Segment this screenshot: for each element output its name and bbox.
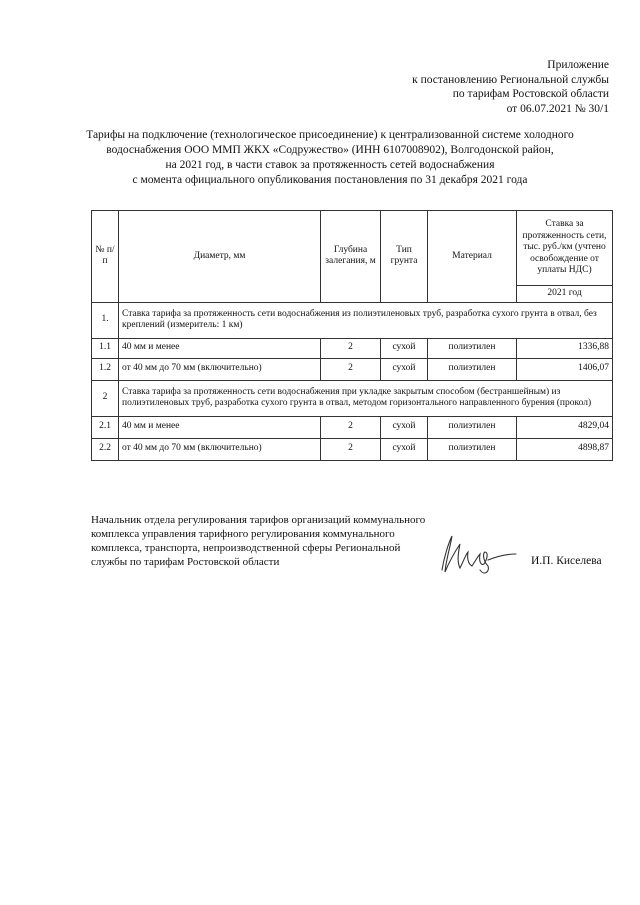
row-material: полиэтилен: [428, 338, 517, 358]
appendix-line: по тарифам Ростовской области: [452, 88, 609, 100]
row-diameter: 40 мм и менее: [119, 338, 321, 358]
row-soil: сухой: [381, 358, 428, 380]
row-depth: 2: [321, 358, 381, 380]
row-depth: 2: [321, 416, 381, 438]
row-material: полиэтилен: [428, 358, 517, 380]
table-row: [92, 438, 613, 460]
document-title: [80, 128, 580, 188]
header-depth: Глубина залегания, м: [321, 211, 381, 303]
row-num: 1.2: [92, 358, 119, 380]
signatory-line: комплекса управления тарифного регулирования коммунального: [91, 528, 395, 540]
row-depth: 2: [321, 338, 381, 358]
row-soil: сухой: [381, 438, 428, 460]
header-soil: Тип грунта: [381, 211, 428, 303]
row-rate: 4829,04: [517, 416, 613, 438]
table-row: [92, 338, 613, 358]
title-line: с момента официального опубликования постановления по 31 декабря 2021 года: [132, 174, 528, 186]
signatory-line: комплекса, транспорта, непроизводственной сферы Региональной: [91, 542, 401, 554]
appendix-block: [412, 58, 609, 116]
row-num: 2.2: [92, 438, 119, 460]
handwritten-signature: [430, 530, 520, 580]
header-rate: Ставка за протяженность сети, тыс. руб./км (учтено освобождение от уплаты НДС): [517, 211, 613, 286]
row-diameter: от 40 мм до 70 мм (включительно): [119, 358, 321, 380]
row-num: 1.1: [92, 338, 119, 358]
row-soil: сухой: [381, 338, 428, 358]
section-num: 1.: [92, 302, 119, 338]
table-section-row: [92, 302, 613, 338]
title-line: водоснабжения ООО ММП ЖКХ «Содружество» (ИНН 6107008902), Волгодонской район,: [106, 144, 554, 156]
section-text: Ставка тарифа за протяженность сети водоснабжения при укладке закрытым способом (бестраншейным) из полиэтиленовых труб, разработка сухого грунта в отвал, методом горизонтального направленного бурения (прокол): [119, 380, 613, 416]
signatory-line: службы по тарифам Ростовской области: [91, 556, 280, 568]
title-line: Тарифы на подключение (технологическое присоединение) к централизованной системе холодного: [86, 129, 574, 141]
row-rate: 4898,87: [517, 438, 613, 460]
appendix-line: к постановлению Региональной службы: [412, 73, 609, 86]
table-row: [92, 416, 613, 438]
row-rate: 1406,07: [517, 358, 613, 380]
table-section-row: [92, 380, 613, 416]
section-num: 2: [92, 380, 119, 416]
header-material: Материал: [428, 211, 517, 303]
section-text: Ставка тарифа за протяженность сети водоснабжения из полиэтиленовых труб, разработка сухого грунта в отвал, без креплений (измеритель: 1 км): [119, 302, 613, 338]
header-diameter: Диаметр, мм: [119, 211, 321, 303]
row-num: 2.1: [92, 416, 119, 438]
row-diameter: 40 мм и менее: [119, 416, 321, 438]
row-rate: 1336,88: [517, 338, 613, 358]
table-row: [92, 358, 613, 380]
row-material: полиэтилен: [428, 438, 517, 460]
signatory-line: Начальник отдела регулирования тарифов организаций коммунального: [91, 514, 426, 526]
table-header-row: [92, 211, 613, 286]
header-year: 2021 год: [517, 286, 613, 303]
row-diameter: от 40 мм до 70 мм (включительно): [119, 438, 321, 460]
tariff-table: [91, 210, 613, 461]
row-depth: 2: [321, 438, 381, 460]
row-soil: сухой: [381, 416, 428, 438]
row-material: полиэтилен: [428, 416, 517, 438]
signatory-position: [91, 513, 471, 569]
appendix-line: Приложение: [547, 59, 609, 71]
appendix-line: от 06.07.2021 № 30/1: [506, 102, 609, 115]
header-num: № п/п: [92, 211, 119, 303]
title-line: на 2021 год, в части ставок за протяженность сетей водоснабжения: [165, 159, 495, 171]
signatory-name: И.П. Киселева: [531, 555, 602, 567]
